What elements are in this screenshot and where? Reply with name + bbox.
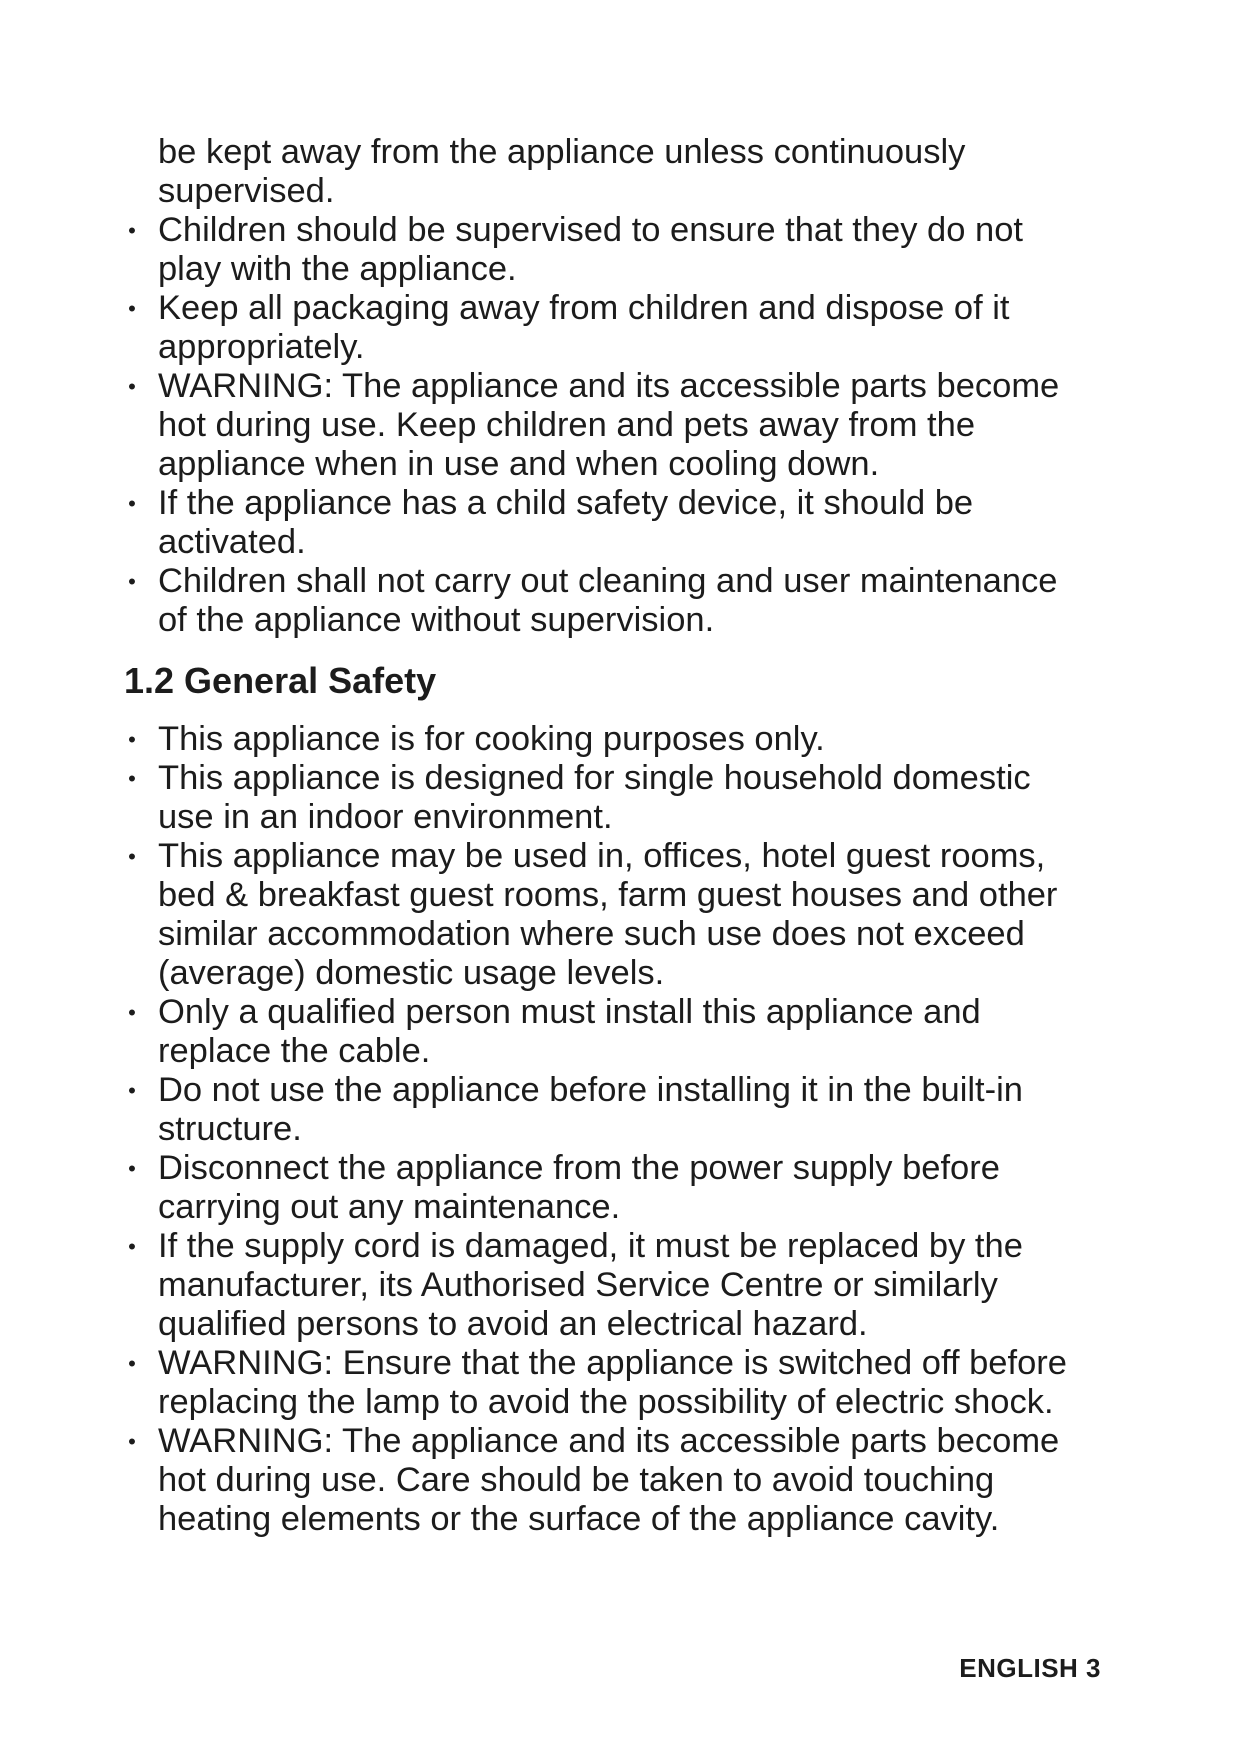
list-item-text: Only a qualified person must install this appliance and replace the cable. — [158, 993, 981, 1070]
list-item — [124, 1071, 1124, 1149]
list-item-text: WARNING: The appliance and its accessible parts become hot during use. Care should be taken to avoid touching heating elements or the surface of the appliance cavity. — [158, 1422, 1060, 1538]
list-item — [124, 367, 1124, 484]
list-item-text: Keep all packaging away from children and dispose of it appropriately. — [158, 289, 1010, 366]
list-item-text: If the supply cord is damaged, it must be replaced by the manufacturer, its Authorised Service Centre or similarly qualified persons to avoid an electrical hazard. — [158, 1227, 1023, 1343]
continued-paragraph: be kept away from the appliance unless continuously supervised. — [158, 133, 966, 210]
bullet-icon: • — [128, 491, 136, 516]
list-item — [124, 1149, 1124, 1227]
bullet-icon: • — [128, 1429, 136, 1454]
list-item-text: This appliance is designed for single household domestic use in an indoor environment. — [158, 759, 1031, 836]
list-item — [124, 1227, 1124, 1344]
list-item — [124, 562, 1124, 640]
list-item-text: Do not use the appliance before installing it in the built-in structure. — [158, 1071, 1023, 1148]
bullet-icon: • — [128, 296, 136, 321]
bullet-icon: • — [128, 1078, 136, 1103]
bullet-icon: • — [128, 727, 136, 752]
list-item-text: Disconnect the appliance from the power supply before carrying out any maintenance. — [158, 1149, 1000, 1226]
list-item-text: If the appliance has a child safety device, it should be activated. — [158, 484, 974, 561]
bullet-icon: • — [128, 1234, 136, 1259]
list-item — [124, 837, 1124, 993]
list-item — [124, 484, 1124, 562]
bullet-icon: • — [128, 218, 136, 243]
general-safety-list — [124, 720, 1124, 1539]
bullet-icon: • — [128, 374, 136, 399]
list-item-text: This appliance is for cooking purposes only. — [158, 720, 825, 758]
list-item — [124, 720, 1124, 759]
bullet-icon: • — [128, 569, 136, 594]
page-number-footer: ENGLISH 3 — [959, 1653, 1101, 1683]
bullet-icon: • — [128, 1156, 136, 1181]
list-item — [124, 211, 1124, 289]
list-item-text: WARNING: The appliance and its accessible parts become hot during use. Keep children and pets away from the appliance when in use and when cooling down. — [158, 367, 1060, 483]
list-item — [124, 759, 1124, 837]
list-item — [124, 289, 1124, 367]
list-item-text: Children shall not carry out cleaning and user maintenance of the appliance without supervision. — [158, 562, 1058, 639]
list-item-text: Children should be supervised to ensure that they do not play with the appliance. — [158, 211, 1023, 288]
children-safety-list — [124, 211, 1124, 640]
list-item — [124, 993, 1124, 1071]
list-item-text: WARNING: Ensure that the appliance is switched off before replacing the lamp to avoid the possibility of electric shock. — [158, 1344, 1067, 1421]
list-item — [124, 1422, 1124, 1539]
bullet-icon: • — [128, 1000, 136, 1025]
page-content — [124, 133, 1124, 1539]
bullet-icon: • — [128, 766, 136, 791]
list-item — [124, 1344, 1124, 1422]
bullet-icon: • — [128, 844, 136, 869]
bullet-icon: • — [128, 1351, 136, 1376]
section-heading-general-safety: 1.2 General Safety — [124, 660, 437, 701]
list-item-text: This appliance may be used in, offices, hotel guest rooms, bed & breakfast guest rooms, farm guest houses and other similar accommodation where such use does not exceed (average) domestic usage levels. — [158, 837, 1058, 992]
